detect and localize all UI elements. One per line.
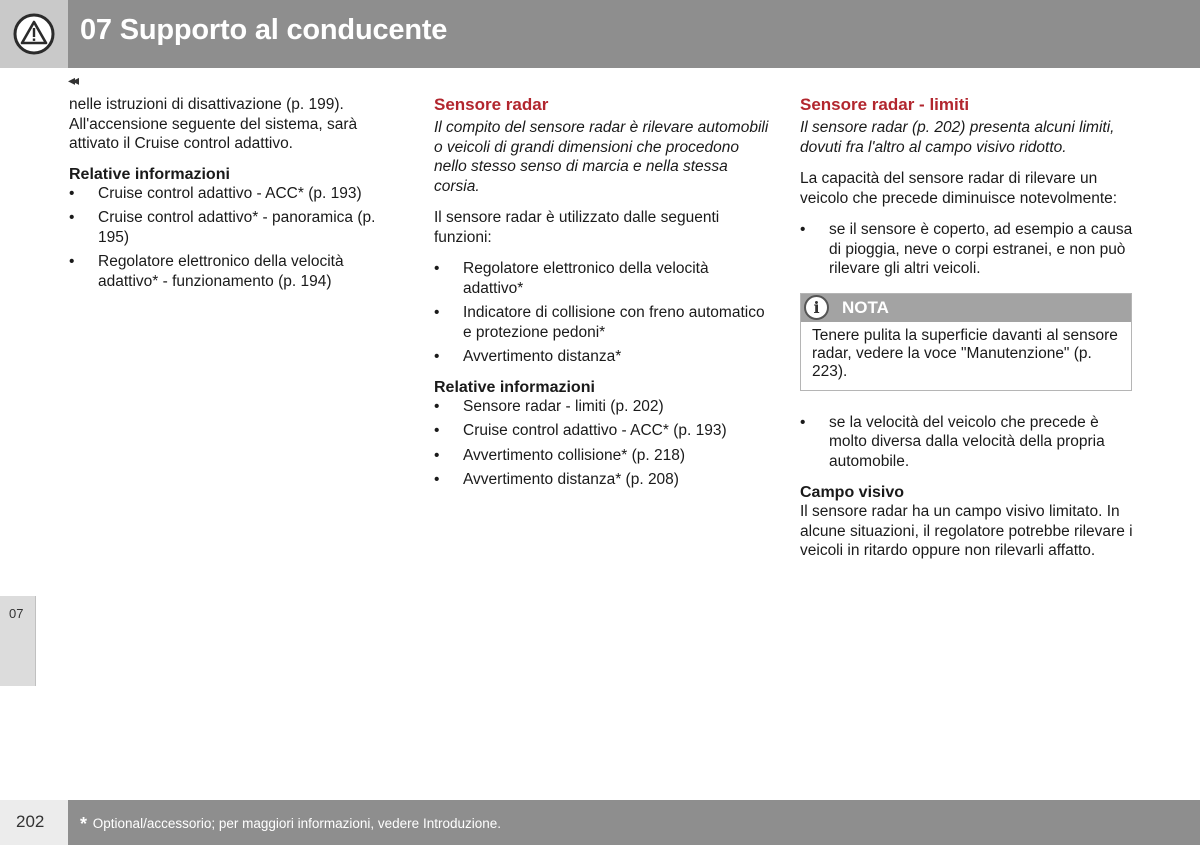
list-item (800, 220, 1135, 279)
info-icon: i (804, 295, 829, 320)
column-3 (800, 95, 1135, 561)
list-item-text: Avvertimento distanza* (463, 348, 622, 365)
col2-heading: Sensore radar (434, 95, 549, 114)
list-item (800, 413, 1135, 472)
col3-heading: Sensore radar - limiti (800, 95, 970, 114)
list-item-text: Cruise control adattivo* - panoramica (p. 195) (98, 209, 376, 246)
list-item-text: Regolatore elettronico della velocità adattivo* (463, 260, 709, 297)
nota-title: NOTA (842, 297, 889, 317)
col3-intro: Il sensore radar (p. 202) presenta alcuni limiti, dovuti fra l'altro al campo visivo ridotto. (800, 119, 1115, 156)
col3-list-1 (800, 220, 1135, 279)
footer-band (68, 800, 1200, 845)
bullet-icon: • (434, 397, 440, 415)
chapter-tab-label: 07 (9, 606, 24, 621)
bullet-icon: • (434, 422, 440, 439)
list-item[interactable] (69, 208, 404, 247)
column-1 (69, 95, 404, 296)
col1-intro: nelle istruzioni di disattivazione (p. 199). All'accensione seguente del sistema, sarà attivato il Cruise control adattivo. (69, 96, 358, 152)
bullet-icon: • (434, 304, 440, 321)
bullet-icon: • (69, 253, 75, 270)
list-item[interactable] (434, 397, 769, 417)
footer-note (80, 814, 501, 835)
footnote-star: * (80, 814, 88, 834)
list-item[interactable] (69, 184, 404, 204)
bullet-icon: • (800, 413, 806, 431)
footer-left (0, 800, 68, 845)
nota-header (801, 294, 1131, 322)
campo-visivo-text: Il sensore radar ha un campo visivo limitato. In alcune situazioni, il regolatore potrebbe rilevare i veicoli in ritardo oppure non rilevarli affatto. (800, 503, 1133, 559)
col1-related-list (69, 184, 404, 292)
bullet-icon: • (69, 209, 75, 226)
list-item (434, 347, 769, 367)
campo-visivo-heading: Campo visivo (800, 484, 905, 501)
list-item (434, 303, 769, 342)
bullet-icon: • (434, 348, 440, 365)
nota-box (800, 293, 1132, 391)
chapter-tab[interactable] (0, 596, 36, 686)
list-item-text: Avvertimento collisione* (p. 218) (463, 446, 685, 464)
list-item (434, 259, 769, 298)
bullet-icon: • (800, 221, 806, 238)
list-item-text: Avvertimento distanza* (p. 208) (463, 471, 679, 488)
col3-list-2 (800, 413, 1135, 472)
list-item-text: Cruise control adattivo - ACC* (p. 193) (463, 422, 727, 439)
list-item-text: se il sensore è coperto, ad esempio a causa di pioggia, neve o corpi estranei, e non può rilevare gli altri veicoli. (829, 221, 1133, 277)
col2-related-list (434, 397, 769, 490)
col2-para: Il sensore radar è utilizzato dalle seguenti funzioni: (434, 209, 720, 246)
list-item-text: se la velocità del veicolo che precede è molto diversa dalla velocità della propria automobile. (829, 413, 1105, 470)
list-item-text: Indicatore di collisione con freno automatico e protezione pedoni* (463, 304, 765, 341)
page-number: 202 (16, 812, 45, 831)
bullet-icon: • (69, 184, 75, 202)
col2-intro: Il compito del sensore radar è rilevare automobili o veicoli di grandi dimensioni che procedono nello stesso senso di marcia e nella stessa corsia. (434, 119, 769, 195)
bullet-icon: • (434, 471, 440, 488)
list-item-text: Sensore radar - limiti (p. 202) (463, 397, 664, 415)
page-title: 07 Supporto al conducente (80, 14, 448, 46)
column-2 (434, 95, 769, 495)
nota-text: Tenere pulita la superficie davanti al sensore radar, vedere la voce "Manutenzione" (p. 223). (812, 326, 1118, 380)
back-arrows-icon[interactable]: ◂◂ (68, 72, 77, 88)
bullet-icon: • (434, 446, 440, 464)
header-title-box (68, 0, 1200, 68)
bullet-icon: • (434, 260, 440, 277)
col2-related-heading: Relative informazioni (434, 378, 595, 396)
col1-related-heading: Relative informazioni (69, 165, 230, 183)
list-item[interactable] (434, 421, 769, 441)
list-item[interactable] (434, 446, 769, 466)
list-item-text: Regolatore elettronico della velocità adattivo* - funzionamento (p. 194) (98, 253, 344, 290)
col2-functions-list (434, 259, 769, 367)
footer-note-text: Optional/accessorio; per maggiori informazioni, vedere Introduzione. (92, 816, 501, 831)
col3-para: La capacità del sensore radar di rilevare un veicolo che precede diminuisce notevolmente: (800, 170, 1118, 207)
header-icon-box (0, 0, 68, 68)
list-item-text: Cruise control adattivo - ACC* (p. 193) (98, 184, 362, 202)
warning-triangle-icon (13, 13, 55, 55)
list-item[interactable] (434, 470, 769, 490)
list-item[interactable] (69, 252, 404, 291)
